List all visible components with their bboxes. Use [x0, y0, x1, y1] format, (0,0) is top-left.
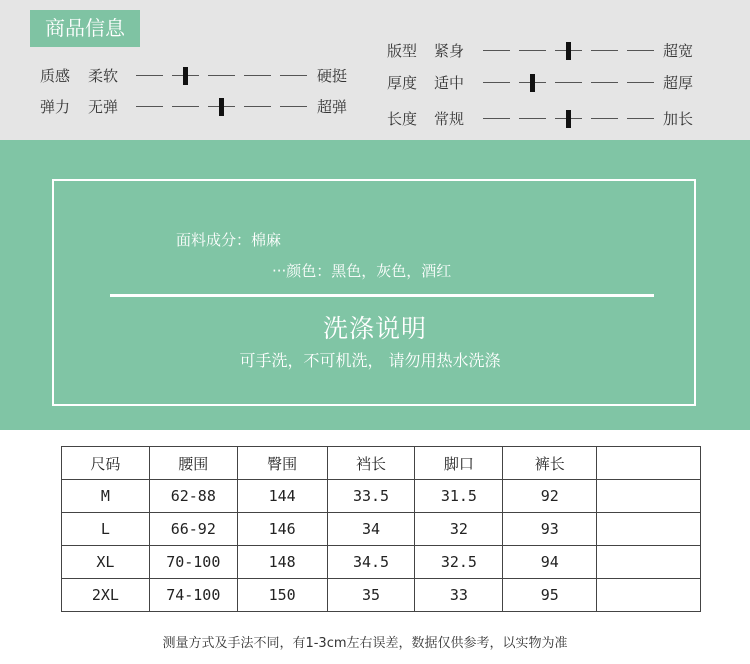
attr-high: 超弹 [317, 98, 348, 116]
wash-instructions: 可手洗，不可机洗， 请勿用热水洗涤 [239, 351, 501, 370]
measurement-note: 测量方式及手法不同，有1-3cm左右误差，数据仅供参考，以实物为准 [162, 636, 568, 651]
scale-segment [136, 75, 163, 76]
table-cell [597, 480, 701, 513]
scale-segment [483, 82, 510, 83]
scale-segment [591, 50, 618, 51]
attr-low: 紧身 [434, 42, 465, 60]
product-info-badge: 商品信息 [30, 10, 140, 47]
table-cell: 74-100 [149, 579, 237, 612]
table-cell: 66-92 [149, 513, 237, 546]
attr-high: 超厚 [663, 74, 694, 92]
color-options: ···颜色：黑色，灰色，酒红 [272, 262, 452, 280]
table-cell: 62-88 [149, 480, 237, 513]
table-cell: 2XL [62, 579, 150, 612]
table-cell: 144 [237, 480, 327, 513]
header-cell: 尺码 [62, 447, 150, 480]
scale-segment [483, 118, 510, 119]
scale-marker [183, 67, 188, 85]
table-cell: L [62, 513, 150, 546]
attr-thickness [387, 71, 707, 95]
attr-high: 硬挺 [317, 67, 348, 85]
scale-segment [555, 82, 582, 83]
table-cell: 32.5 [415, 546, 503, 579]
table-cell: 34 [327, 513, 415, 546]
scale-segment [208, 75, 235, 76]
wash-title: 洗涤说明 [322, 314, 427, 343]
attr-scale [478, 82, 658, 84]
table-cell: 150 [237, 579, 327, 612]
scale-segment [519, 118, 546, 119]
attr-elasticity [40, 95, 360, 119]
attr-texture [40, 64, 360, 88]
scale-segment [627, 50, 654, 51]
table-cell: 33 [415, 579, 503, 612]
attr-label: 厚度 [387, 74, 418, 92]
header-cell: 臀围 [237, 447, 327, 480]
scale-marker [566, 42, 571, 60]
table-cell: 32 [415, 513, 503, 546]
attr-label: 版型 [387, 42, 418, 60]
table-row [62, 579, 701, 612]
attr-scale [478, 50, 658, 52]
attr-scale [131, 75, 311, 77]
attr-high: 加长 [663, 110, 694, 128]
table-cell: XL [62, 546, 150, 579]
scale-segment [591, 118, 618, 119]
attr-low: 常规 [434, 110, 465, 128]
scale-segment [519, 50, 546, 51]
attr-high: 超宽 [663, 42, 694, 60]
scale-segment [483, 50, 510, 51]
scale-segment [244, 75, 271, 76]
table-cell: 93 [503, 513, 597, 546]
attr-low: 适中 [434, 74, 465, 92]
scale-marker [566, 110, 571, 128]
attr-label: 弹力 [40, 98, 71, 116]
table-cell: M [62, 480, 150, 513]
attr-low: 无弹 [88, 98, 119, 116]
table-cell: 94 [503, 546, 597, 579]
scale-segment [280, 75, 307, 76]
attr-scale [131, 106, 311, 108]
table-row [62, 480, 701, 513]
table-cell: 148 [237, 546, 327, 579]
table-cell: 95 [503, 579, 597, 612]
size-table [61, 446, 701, 612]
attr-label: 长度 [387, 110, 418, 128]
table-cell [597, 546, 701, 579]
scale-segment [627, 82, 654, 83]
scale-segment [244, 106, 271, 107]
attr-length [387, 107, 707, 131]
fabric-composition: 面料成分：棉麻 [176, 231, 282, 249]
table-cell: 92 [503, 480, 597, 513]
table-cell [597, 579, 701, 612]
scale-marker [219, 98, 224, 116]
header-cell: 裆长 [327, 447, 415, 480]
attr-scale [478, 118, 658, 120]
material-frame [52, 179, 696, 406]
header-cell: 腰围 [149, 447, 237, 480]
header-cell [597, 447, 701, 480]
table-cell: 35 [327, 579, 415, 612]
scale-segment [172, 106, 199, 107]
table-header-row [62, 447, 701, 480]
table-cell: 31.5 [415, 480, 503, 513]
attr-low: 柔软 [88, 67, 119, 85]
scale-segment [627, 118, 654, 119]
table-cell: 70-100 [149, 546, 237, 579]
table-cell [597, 513, 701, 546]
attr-label: 质感 [40, 67, 71, 85]
table-cell: 34.5 [327, 546, 415, 579]
attr-fit [387, 39, 707, 63]
table-cell: 146 [237, 513, 327, 546]
scale-segment [591, 82, 618, 83]
scale-marker [530, 74, 535, 92]
scale-segment [280, 106, 307, 107]
header-cell: 裤长 [503, 447, 597, 480]
table-cell: 33.5 [327, 480, 415, 513]
scale-segment [136, 106, 163, 107]
divider [110, 294, 654, 297]
header-cell: 脚口 [415, 447, 503, 480]
table-row [62, 546, 701, 579]
table-row [62, 513, 701, 546]
